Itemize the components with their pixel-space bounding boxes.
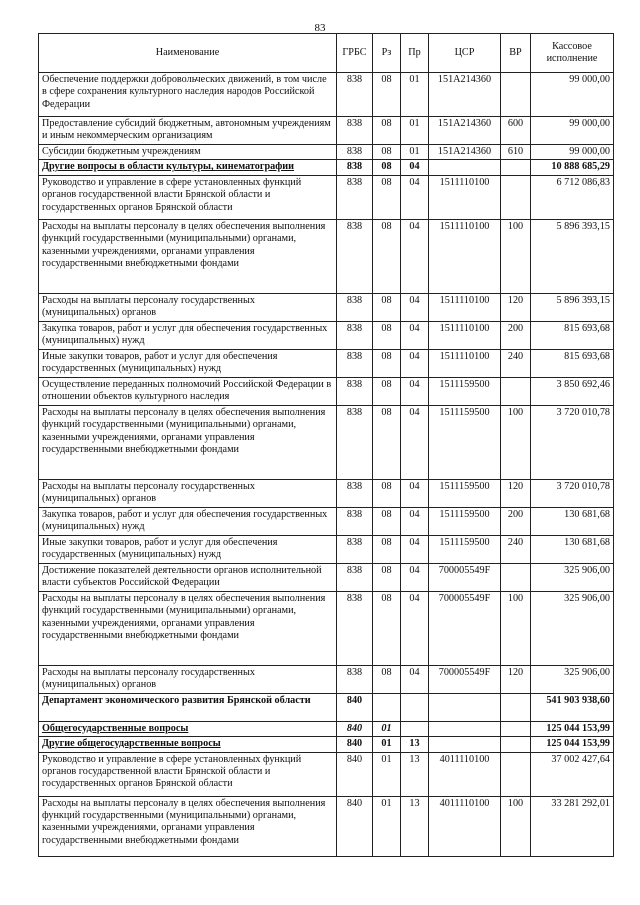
row-amount: 33 281 292,01 [531,796,614,856]
row-csr: 4011110100 [429,752,501,796]
row-grbs: 838 [337,117,373,145]
row-vr: 600 [501,117,531,145]
table-row [39,721,614,736]
row-grbs: 838 [337,591,373,665]
col-amount-header: Кассовое исполнение [531,34,614,73]
row-csr: 151A214360 [429,73,501,117]
row-name: Общегосударственные вопросы [39,721,337,736]
row-pr: 01 [401,73,429,117]
row-pr: 04 [401,479,429,507]
row-amount: 130 681,68 [531,535,614,563]
col-pr-header: Пр [401,34,429,73]
row-grbs: 838 [337,563,373,591]
row-amount: 37 002 427,64 [531,752,614,796]
row-rz: 08 [373,665,401,693]
row-grbs: 838 [337,175,373,219]
row-name: Иные закупки товаров, работ и услуг для обеспечения государственных (муниципальных) нужд [39,535,337,563]
row-amount: 3 850 692,46 [531,377,614,405]
col-name-header: Наименование [39,34,337,73]
row-csr: 1511110100 [429,321,501,349]
row-amount: 99 000,00 [531,73,614,117]
row-amount: 125 044 153,99 [531,721,614,736]
row-rz: 01 [373,752,401,796]
row-name: Субсидии бюджетным учреждениям [39,145,337,160]
row-pr: 04 [401,377,429,405]
row-csr: 1511159500 [429,507,501,535]
row-csr: 4011110100 [429,796,501,856]
row-name: Департамент экономического развития Брянской области [39,693,337,721]
row-grbs: 838 [337,507,373,535]
row-vr: 100 [501,219,531,293]
row-grbs: 838 [337,293,373,321]
row-amount: 10 888 685,29 [531,160,614,175]
table-row [39,293,614,321]
table-header-row [39,34,614,73]
row-rz: 08 [373,479,401,507]
row-name: Расходы на выплаты персоналу государственных (муниципальных) органов [39,479,337,507]
row-vr [501,175,531,219]
row-amount: 6 712 086,83 [531,175,614,219]
row-csr: 700005549F [429,563,501,591]
row-name: Другие вопросы в области культуры, кинематографии [39,160,337,175]
table-row [39,219,614,293]
table-row [39,752,614,796]
row-vr: 100 [501,591,531,665]
row-grbs: 838 [337,160,373,175]
table-row [39,349,614,377]
row-amount: 99 000,00 [531,117,614,145]
row-vr: 610 [501,145,531,160]
row-grbs: 840 [337,796,373,856]
row-amount: 5 896 393,15 [531,219,614,293]
table-row [39,563,614,591]
table-row [39,160,614,175]
row-grbs: 840 [337,721,373,736]
row-grbs: 838 [337,377,373,405]
row-rz: 01 [373,721,401,736]
row-rz: 08 [373,535,401,563]
row-vr: 120 [501,479,531,507]
row-csr: 1511159500 [429,479,501,507]
row-name: Расходы на выплаты персоналу в целях обеспечения выполнения функций государственными (муниципальными) органами, казенными учреждениями, органами управления государственными внебюджетными фондами [39,405,337,479]
row-grbs: 840 [337,737,373,752]
row-vr [501,563,531,591]
row-grbs: 838 [337,665,373,693]
row-pr: 04 [401,349,429,377]
table-row [39,591,614,665]
row-vr [501,721,531,736]
table-row [39,535,614,563]
row-rz: 08 [373,219,401,293]
row-csr [429,160,501,175]
row-rz: 08 [373,377,401,405]
row-pr: 04 [401,293,429,321]
row-name: Расходы на выплаты персоналу государственных (муниципальных) органов [39,293,337,321]
table-row [39,693,614,721]
row-amount: 325 906,00 [531,591,614,665]
row-pr [401,693,429,721]
row-csr: 151A214360 [429,117,501,145]
row-rz: 08 [373,563,401,591]
row-amount: 99 000,00 [531,145,614,160]
row-csr: 1511110100 [429,219,501,293]
row-vr [501,737,531,752]
page-number: 83 [314,22,326,34]
row-grbs: 838 [337,321,373,349]
row-rz: 01 [373,737,401,752]
row-amount: 130 681,68 [531,507,614,535]
row-csr [429,693,501,721]
row-pr: 04 [401,321,429,349]
row-pr [401,721,429,736]
row-amount: 125 044 153,99 [531,737,614,752]
row-vr: 100 [501,405,531,479]
row-pr: 01 [401,117,429,145]
row-vr [501,160,531,175]
row-rz: 01 [373,796,401,856]
table-row [39,507,614,535]
row-csr [429,737,501,752]
row-amount: 815 693,68 [531,321,614,349]
row-grbs: 838 [337,145,373,160]
row-grbs: 838 [337,73,373,117]
row-rz: 08 [373,117,401,145]
row-rz: 08 [373,349,401,377]
table-row [39,737,614,752]
row-vr: 100 [501,796,531,856]
row-vr: 200 [501,507,531,535]
row-name: Достижение показателей деятельности органов исполнительной власти субъектов Российской Федерации [39,563,337,591]
row-name: Расходы на выплаты персоналу в целях обеспечения выполнения функций государственными (муниципальными) органами, казенными учреждениями, органами управления государственными внебюджетными фондами [39,591,337,665]
table-row [39,73,614,117]
row-grbs: 838 [337,405,373,479]
row-csr: 1511159500 [429,377,501,405]
row-pr: 13 [401,796,429,856]
row-pr: 04 [401,535,429,563]
row-name: Обеспечение поддержки добровольческих движений, в том числе в сфере сохранения культурного наследия народов Российской Федерации [39,73,337,117]
row-vr [501,693,531,721]
row-rz: 08 [373,321,401,349]
row-grbs: 838 [337,479,373,507]
table-row [39,117,614,145]
row-vr: 240 [501,349,531,377]
row-csr: 151A214360 [429,145,501,160]
row-rz: 08 [373,145,401,160]
row-name: Руководство и управление в сфере установленных функций органов государственной власти Брянской области и государственных органов Брянской области [39,175,337,219]
row-csr: 1511159500 [429,535,501,563]
row-name: Закупка товаров, работ и услуг для обеспечения государственных (муниципальных) нужд [39,321,337,349]
row-name: Закупка товаров, работ и услуг для обеспечения государственных (муниципальных) нужд [39,507,337,535]
table-row [39,145,614,160]
table-row [39,175,614,219]
row-csr [429,721,501,736]
row-name: Руководство и управление в сфере установленных функций органов государственной власти Брянской области и государственных органов Брянской области [39,752,337,796]
col-vr-header: ВР [501,34,531,73]
row-pr: 04 [401,665,429,693]
row-csr: 1511110100 [429,293,501,321]
row-rz [373,693,401,721]
row-rz: 08 [373,160,401,175]
row-rz: 08 [373,175,401,219]
row-name: Расходы на выплаты персоналу в целях обеспечения выполнения функций государственными (муниципальными) органами, казенными учреждениями, органами управления государственными внебюджетными фондами [39,796,337,856]
row-rz: 08 [373,293,401,321]
table-row [39,405,614,479]
row-amount: 3 720 010,78 [531,405,614,479]
row-amount: 325 906,00 [531,665,614,693]
row-rz: 08 [373,73,401,117]
table-row [39,479,614,507]
row-csr: 700005549F [429,665,501,693]
row-name: Иные закупки товаров, работ и услуг для обеспечения государственных (муниципальных) нужд [39,349,337,377]
row-rz: 08 [373,405,401,479]
row-name: Предоставление субсидий бюджетным, автономным учреждениям и иным некоммерческим организациям [39,117,337,145]
budget-table [38,33,614,857]
row-pr: 04 [401,219,429,293]
row-amount: 3 720 010,78 [531,479,614,507]
row-grbs: 840 [337,752,373,796]
row-pr: 04 [401,160,429,175]
row-rz: 08 [373,591,401,665]
row-csr: 700005549F [429,591,501,665]
row-amount: 541 903 938,60 [531,693,614,721]
row-vr [501,752,531,796]
table-row [39,377,614,405]
row-pr: 04 [401,175,429,219]
table-body [39,73,614,857]
row-amount: 325 906,00 [531,563,614,591]
row-pr: 04 [401,591,429,665]
row-amount: 815 693,68 [531,349,614,377]
row-name: Осуществление переданных полномочий Российской Федерации в отношении объектов культурного наследия [39,377,337,405]
row-pr: 13 [401,752,429,796]
row-pr: 04 [401,507,429,535]
row-pr: 04 [401,563,429,591]
row-csr: 1511159500 [429,405,501,479]
row-grbs: 838 [337,535,373,563]
row-csr: 1511110100 [429,349,501,377]
row-csr: 1511110100 [429,175,501,219]
row-vr: 240 [501,535,531,563]
row-amount: 5 896 393,15 [531,293,614,321]
row-pr: 13 [401,737,429,752]
row-grbs: 838 [337,349,373,377]
col-csr-header: ЦСР [429,34,501,73]
row-name: Расходы на выплаты персоналу государственных (муниципальных) органов [39,665,337,693]
table-row [39,321,614,349]
row-vr: 120 [501,293,531,321]
col-grbs-header: ГРБС [337,34,373,73]
row-name: Другие общегосударственные вопросы [39,737,337,752]
row-pr: 01 [401,145,429,160]
row-vr: 200 [501,321,531,349]
table-row [39,665,614,693]
row-grbs: 840 [337,693,373,721]
row-vr [501,73,531,117]
row-rz: 08 [373,507,401,535]
row-grbs: 838 [337,219,373,293]
col-rz-header: Рз [373,34,401,73]
row-pr: 04 [401,405,429,479]
table-row [39,796,614,856]
row-vr: 120 [501,665,531,693]
row-name: Расходы на выплаты персоналу в целях обеспечения выполнения функций государственными (муниципальными) органами, казенными учреждениями, органами управления государственными внебюджетными фондами [39,219,337,293]
row-vr [501,377,531,405]
